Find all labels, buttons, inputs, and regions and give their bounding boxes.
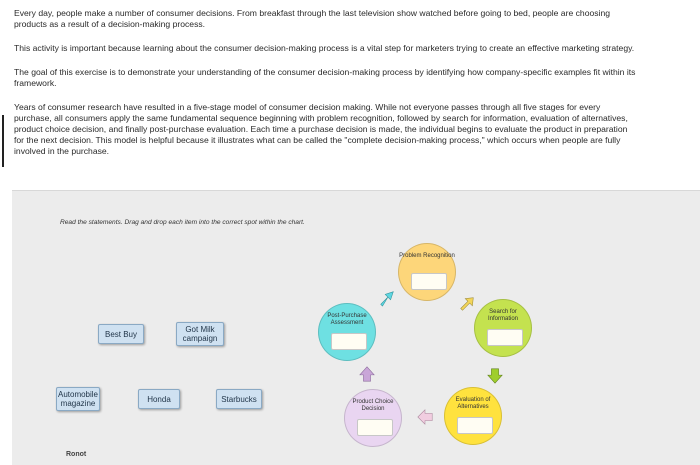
drop-zone-post-purchase-assessment[interactable] (331, 333, 367, 350)
arrow-search-to-evaluation-icon (486, 367, 504, 385)
stage-search-for-information (474, 299, 532, 357)
instructions-text (14, 8, 636, 170)
stage-product-choice-decision (344, 389, 402, 447)
intro-paragraph-2: This activity is important because learning about the consumer decision-making process is a vital step for marketers trying to create an effective marketing strategy. (14, 43, 635, 53)
draggable-item-automobile-magazine[interactable]: Automobile magazine (56, 387, 100, 411)
stage-post-purchase-assessment (318, 303, 376, 361)
stage-label: Problem Recognition (399, 253, 455, 259)
stage-problem-recognition (398, 243, 456, 301)
draggable-item-got-milk-campaign[interactable]: Got Milk campaign (176, 322, 224, 346)
stage-evaluation-of-alternatives (444, 387, 502, 445)
drop-zone-problem-recognition[interactable] (411, 273, 447, 290)
intro-paragraph-4: Years of consumer research have resulted in a five-stage model of consumer decision making. While not everyone passes through all five stages for every purchase, all consumers apply the same fundamental sequence beginning with problem recognition, followed by search for information, evaluation of alternatives, product choice decision, and finally post-purchase evaluation. Each time a purchase decision is made, the individual begins to evaluate the product in preparation for the next decision. This model is helpful because it illustrates what can be called the "complete decision-making process," which occurs when people are fully involved in the purchase. (14, 102, 628, 156)
activity-instruction: Read the statements. Drag and drop each item into the correct spot within the chart. (60, 219, 305, 226)
draggable-item-honda[interactable]: Honda (138, 389, 180, 409)
intro-paragraph-3: The goal of this exercise is to demonstrate your understanding of the consumer decision-making process by identifying how company-specific examples fit within its framework. (14, 67, 636, 88)
drop-zone-product-choice-decision[interactable] (357, 419, 393, 436)
arrow-post-to-problem-icon (378, 289, 396, 307)
stage-label: Product Choice Decision (352, 399, 394, 412)
stage-label: Evaluation of Alternatives (455, 397, 491, 410)
drop-zone-search-for-information[interactable] (487, 329, 523, 346)
stage-label: Post-Purchase Assessment (327, 313, 367, 326)
arrow-choice-to-post-icon (358, 365, 376, 383)
drop-zone-evaluation-of-alternatives[interactable] (457, 417, 493, 434)
drag-drop-activity (12, 190, 700, 465)
arrow-problem-to-search-icon (458, 295, 476, 313)
draggable-item-starbucks[interactable]: Starbucks (216, 389, 262, 409)
intro-paragraph-1: Every day, people make a number of consumer decisions. From breakfast through the last television show watched before going to bed, people are choosing products as a result of a decision-making process. (14, 8, 611, 29)
margin-marker (2, 115, 4, 167)
stage-label: Search for Information (487, 309, 518, 322)
partial-item-label: Ronot (66, 451, 87, 458)
arrow-evaluation-to-choice-icon (416, 408, 434, 426)
draggable-item-best-buy[interactable]: Best Buy (98, 324, 144, 344)
